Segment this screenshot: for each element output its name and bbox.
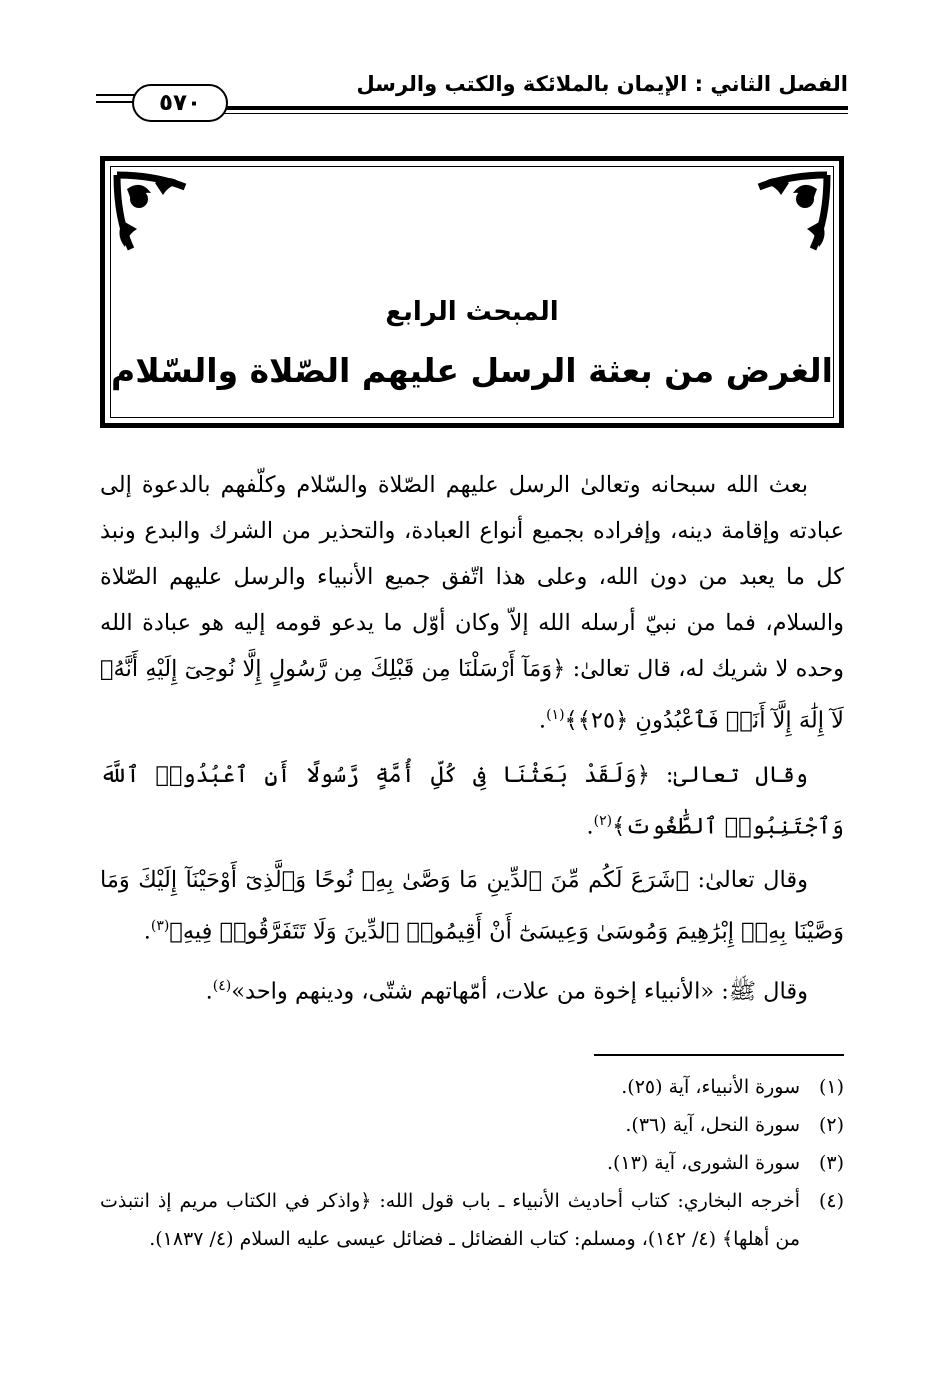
footnote-item	[100, 1144, 844, 1182]
quran-verse: ﴿شَرَعَ لَكُم مِّنَ ٱلدِّينِ مَا وَصَّىٰ بِهِۦ نُوحًا وَٱلَّذِىٓ أَوْحَيْنَآ إِلَيْكَ وَمَا وَصَّيْنَا بِهِۦٓ إِبْرَٰهِيمَ وَمُوسَىٰ وَعِيسَىٰٓ أَنْ أَقِيمُوا۟ ٱلدِّينَ وَلَا تَتَفَرَّقُوا۟ فِيهِ﴾	[100, 867, 844, 945]
section-title: الغرض من بعثة الرسل عليهم الصّلاة والسّلام	[111, 351, 833, 390]
footnote-number: (٢)	[818, 1114, 844, 1136]
hadith-text: وقال ﷺ: «الأنبياء إخوة من علات، أمّهاتهم شتّى، ودينهم واحد»	[231, 978, 808, 1004]
footnote-text: سورة الأنبياء، آية (٢٥).	[621, 1076, 800, 1098]
footnote-number: (٣)	[818, 1152, 844, 1174]
footnote-number: (٤)	[818, 1190, 844, 1212]
footnote-text: أخرجه البخاري: كتاب أحاديث الأنبياء ـ باب قول الله: ﴿واذكر في الكتاب مريم إذ انتبذت من أهلها﴾ (٤/ ١٤٢)، ومسلم: كتاب الفضائل ـ فضائل عيسى عليه السلام (٤/ ١٨٣٧).	[100, 1190, 800, 1250]
footnote-ref: (١)	[546, 707, 565, 723]
footnote-item	[100, 1182, 844, 1258]
corner-ornament-icon	[111, 169, 191, 259]
footnote-ref: (٣)	[150, 918, 170, 934]
chapter-title: الفصل الثاني : الإيمان بالملائكة والكتب والرسل	[356, 72, 848, 96]
paragraph	[100, 752, 844, 850]
footnote-separator	[594, 1054, 844, 1056]
header-rule	[220, 106, 848, 110]
paragraph	[100, 963, 844, 1015]
quran-verse: ﴿وَلَقَدْ بَعَثْنَا فِى كُلِّ أُمَّةٍ رَّسُولًا أَنِ ٱعْبُدُوا۟ ٱللَّهَ وَٱجْتَنِبُوا۟ ٱلطَّٰغُوتَ﴾	[100, 761, 844, 839]
footnote-text: سورة النحل، آية (٣٦).	[625, 1114, 800, 1136]
paragraph-text: بعث الله سبحانه وتعالىٰ الرسل عليهم الصّلاة والسّلام وكلّفهم بالدعوة إلى عبادته وإقامة دينه، وإفراده بجميع أنواع العبادة، والتحذير من الشرك والبدع ونبذ كل ما يعبد من دون الله، وعلى هذا اتّفق جميع الأنبياء والرسل عليهم الصّلاة والسلام، فما من نبيّ أرسله الله إلاّ وكان أوّل ما يدعو قومه إليه هو عبادة الله وحده لا شريك له، قال تعالىٰ:	[100, 472, 844, 682]
footnote-item	[100, 1068, 844, 1106]
corner-ornament-icon	[753, 169, 833, 259]
section-title-box	[100, 156, 844, 428]
period: .	[143, 918, 151, 945]
footnote-number: (١)	[818, 1076, 844, 1098]
page-number: ٥٧٠	[132, 84, 228, 122]
badge-dash	[96, 94, 136, 103]
paragraph-text: وقال تعالىٰ:	[649, 761, 808, 788]
footnotes	[100, 1068, 844, 1258]
paragraph	[100, 462, 844, 744]
footnote-ref: (٤)	[212, 977, 232, 994]
section-number: المبحث الرابع	[385, 297, 559, 327]
footnote-ref: (٢)	[593, 812, 613, 829]
paragraph	[100, 857, 844, 955]
main-text	[100, 462, 844, 1022]
quran-verse: ﴿وَمَآ أَرْسَلْنَا مِن قَبْلِكَ مِن رَّسُولٍ إِلَّا نُوحِىٓ إِلَيْهِ أَنَّهُۥ لَآ إِلَٰهَ إِلَّآ أَنَا۠ فَٱعْبُدُونِ ﴿٢٥﴾﴾	[100, 656, 844, 734]
period: .	[538, 707, 547, 734]
period: .	[205, 978, 213, 1004]
header-rule-thin	[220, 113, 848, 114]
footnote-text: سورة الشورى، آية (١٣).	[606, 1152, 800, 1174]
footnote-item	[100, 1106, 844, 1144]
paragraph-text: وقال تعالىٰ:	[689, 867, 808, 893]
running-header	[96, 58, 848, 120]
period: .	[586, 813, 594, 839]
